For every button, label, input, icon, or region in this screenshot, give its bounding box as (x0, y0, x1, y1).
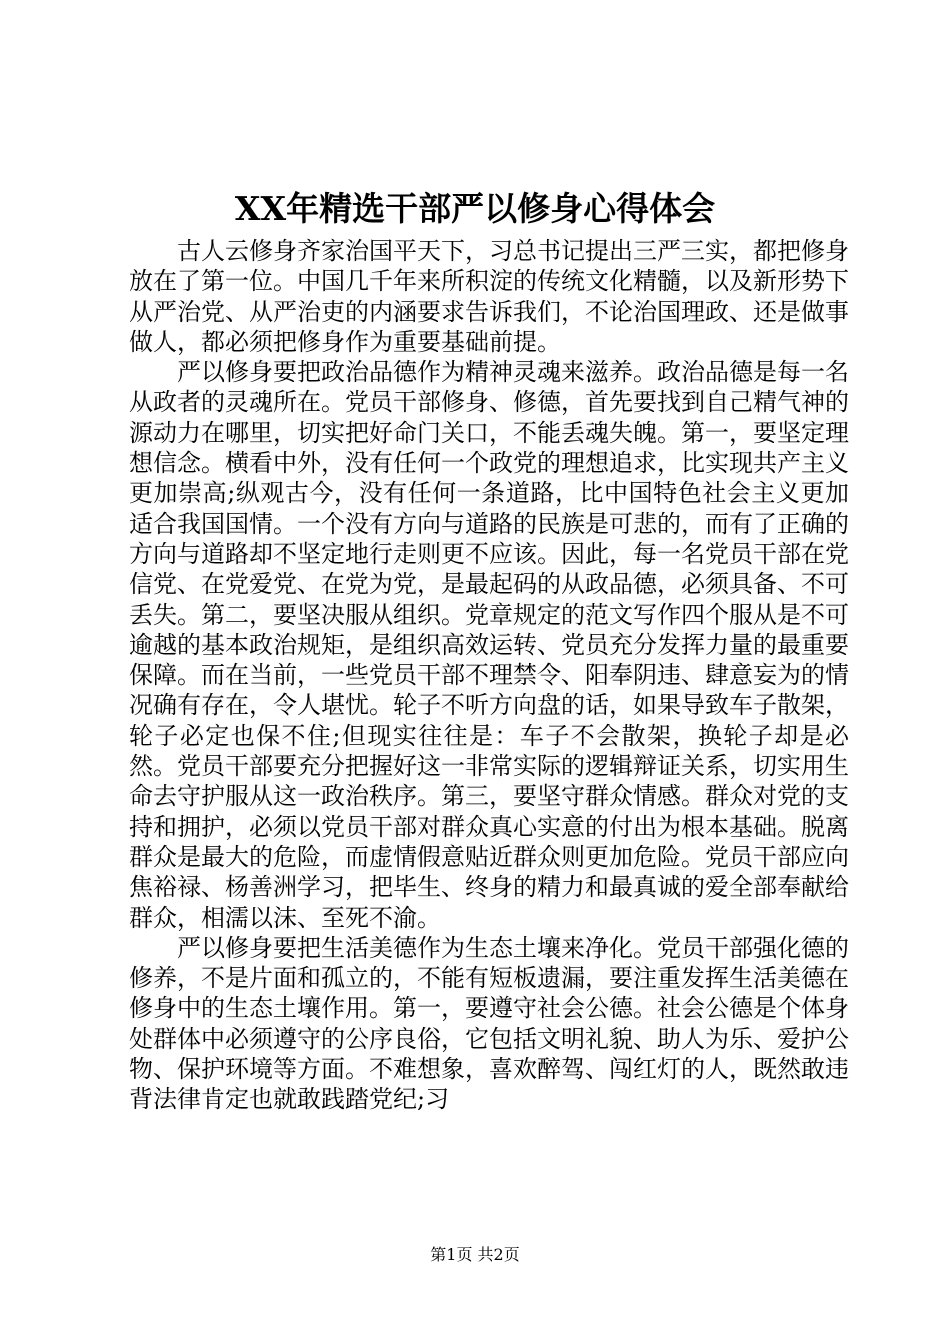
document-body (129, 236, 849, 1115)
paragraph-political-virtue: 严以修身要把政治品德作为精神灵魂来滋养。政治品德是每一名从政者的灵魂所在。党员干部修身、修德，首先要找到自己精气神的源动力在哪里，切实把好命门关口，不能丢魂失魄。第一，要坚定理想信念。横看中外，没有任何一个政党的理想追求，比实现共产主义更加崇高;纵观古今，没有任何一条道路，比中国特色社会主义更加适合我国国情。一个没有方向与道路的民族是可悲的，而有了正确的方向与道路却不坚定地行走则更不应该。因此，每一名党员干部在党信党、在党爱党、在党为党，是最起码的从政品德，必须具备、不可丢失。第二，要坚决服从组织。党章规定的范文写作四个服从是不可逾越的基本政治规矩，是组织高效运转、党员充分发挥力量的最重要保障。而在当前，一些党员干部不理禁令、阳奉阴违、肆意妄为的情况确有存在，令人堪忧。轮子不听方向盘的话，如果导致车子散架，轮子必定也保不住;但现实往往是：车子不会散架，换轮子却是必然。党员干部要充分把握好这一非常实际的逻辑辩证关系，切实用生命去守护服从这一政治秩序。第三，要坚守群众情感。群众对党的支持和拥护，必须以党员干部对群众真心实意的付出为根本基础。脱离群众是最大的危险，而虚情假意贴近群众则更加危险。党员干部应向焦裕禄、杨善洲学习，把毕生、终身的精力和最真诚的爱全部奉献给群众，相濡以沫、至死不渝。 (129, 358, 849, 932)
paragraph-intro: 古人云修身齐家治国平天下，习总书记提出三严三实，都把修身放在了第一位。中国几千年来所积淀的传统文化精髓，以及新形势下从严治党、从严治吏的内涵要求告诉我们，不论治国理政、还是做事做人，都必须把修身作为重要基础前提。 (129, 237, 849, 356)
page-number-footer: 第1页 共2页 (430, 1245, 520, 1264)
paragraph-life-virtue: 严以修身要把生活美德作为生态土壤来净化。党员干部强化德的修养，不是片面和孤立的，不能有短板遗漏，要注重发挥生活美德在修身中的生态土壤作用。第一，要遵守社会公德。社会公德是个体身处群体中必须遵守的公序良俗，它包括文明礼貌、助人为乐、爱护公物、保护环境等方面。不难想象，喜欢醉驾、闯红灯的人，既然敢违背法律肯定也就敢践踏党纪;习 (129, 933, 849, 1114)
document-title: XX年精选干部严以修身心得体会 (234, 189, 716, 228)
